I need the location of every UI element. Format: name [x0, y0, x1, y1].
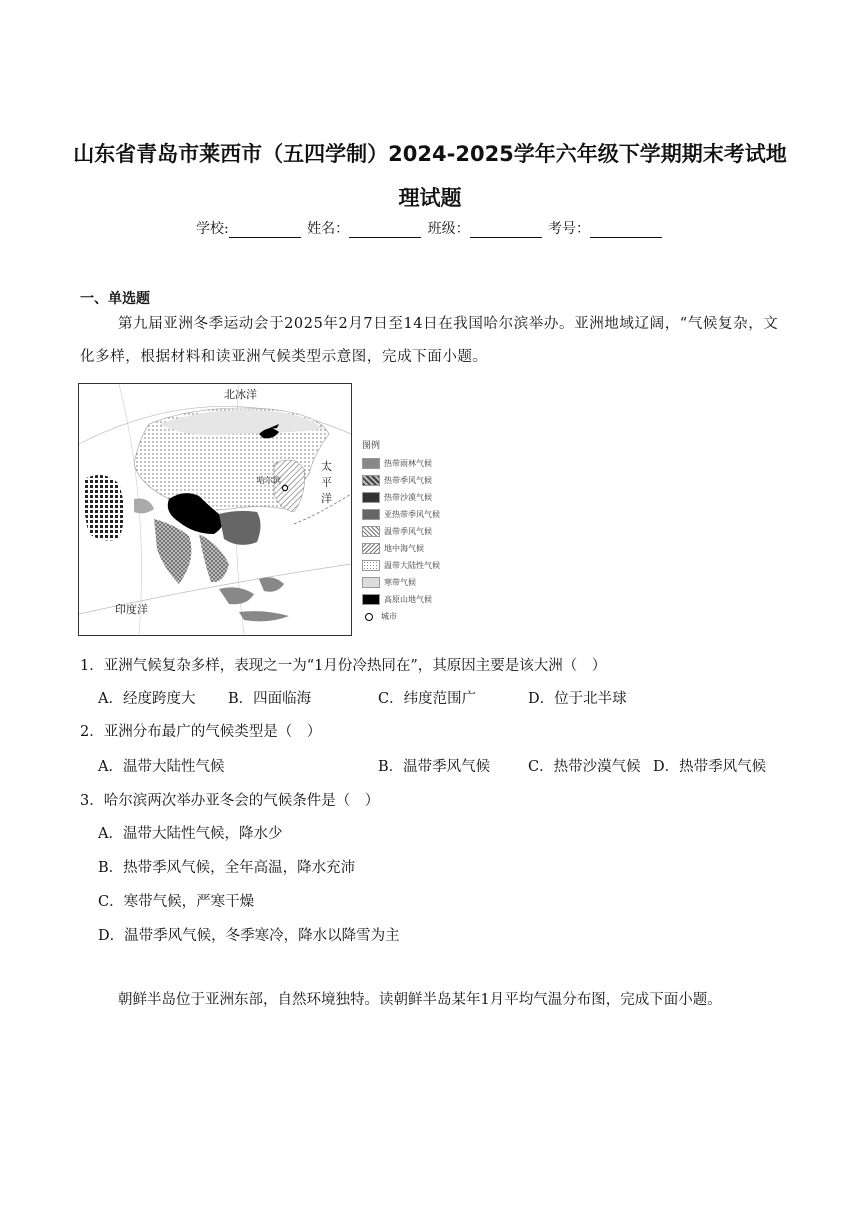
q2-option-a[interactable]: A．温带大陆性气候: [98, 759, 225, 775]
q2-option-c[interactable]: C．热带沙漠气候: [528, 759, 641, 775]
legend-item: 寒带气候: [362, 574, 440, 591]
legend-swatch: [362, 526, 380, 537]
q3-option-b[interactable]: B．热带季风气候，全年高温，降水充沛: [98, 860, 356, 876]
legend-swatch: [362, 475, 380, 486]
id-label: 考号：: [548, 221, 591, 237]
indian-ocean-label: 印度洋: [115, 603, 148, 616]
legend-swatch: [362, 509, 380, 520]
pacific-label-1: 太: [321, 460, 332, 473]
legend-swatch: [362, 492, 380, 503]
passage-2: 朝鲜半岛位于亚洲东部，自然环境独特。读朝鲜半岛某年1月平均气温分布图，完成下面小题。: [118, 992, 722, 1008]
class-blank[interactable]: [470, 223, 542, 238]
legend-item: 温带大陆性气候: [362, 557, 440, 574]
q1-option-b[interactable]: B．四面临海: [228, 691, 312, 707]
legend-item: 热带季风气候: [362, 472, 440, 489]
legend-item: 热带沙漠气候: [362, 489, 440, 506]
harbin-marker: [282, 485, 287, 490]
legend-item: 温带季风气候: [362, 523, 440, 540]
question-2-stem: 2．亚洲分布最广的气候类型是（ ）: [80, 724, 322, 740]
school-label: 学校:: [195, 221, 229, 237]
name-blank[interactable]: [349, 223, 421, 238]
q1-option-a[interactable]: A．经度跨度大: [98, 691, 196, 707]
legend-item: 地中海气候: [362, 540, 440, 557]
q3-option-d[interactable]: D．温带季风气候，冬季寒冷，降水以降雪为主: [98, 928, 400, 944]
asia-climate-map: [78, 383, 352, 636]
q2-option-d[interactable]: D．热带季风气候: [653, 759, 767, 775]
q1-option-d[interactable]: D．位于北半球: [528, 691, 627, 707]
legend-title: 图例: [362, 441, 381, 451]
section-heading: 一、单选题: [80, 291, 150, 307]
name-label: 姓名：: [307, 221, 350, 237]
legend-item: 城市: [362, 608, 440, 625]
q3-option-a[interactable]: A．温带大陆性气候，降水少: [98, 826, 283, 842]
legend-swatch: [362, 458, 380, 469]
legend-swatch: [362, 577, 380, 588]
exam-title-line1: 山东省青岛市莱西市（五四学制）2024-2025学年六年级下学期期末考试地: [73, 142, 787, 166]
city-label: 哈尔滨: [257, 476, 281, 485]
map-legend: [362, 438, 440, 625]
legend-swatch: [362, 594, 380, 605]
legend-item: 亚热带季风气候: [362, 506, 440, 523]
school-blank[interactable]: [229, 223, 301, 238]
climate-map-svg: [79, 384, 351, 635]
pacific-label-2: 平: [321, 476, 332, 489]
exam-title-line2: 理试题: [398, 186, 462, 210]
question-3-stem: 3．哈尔滨两次举办亚冬会的气候条件是（ ）: [80, 793, 380, 809]
q3-option-c[interactable]: C．寒带气候，严寒干燥: [98, 894, 255, 910]
desert-region: [84, 475, 124, 541]
legend-swatch: [362, 560, 380, 571]
q1-option-c[interactable]: C．纬度范围广: [378, 691, 477, 707]
legend-swatch: [362, 543, 380, 554]
id-blank[interactable]: [590, 223, 662, 238]
passage-1: 第九届亚洲冬季运动会于2025年2月7日至14日在我国哈尔滨举办。亚洲地域辽阔，“气候复杂，文化多样，根据材料和读亚洲气候类型示意图，完成下面小题。: [80, 316, 779, 365]
city-dot-icon: [365, 613, 373, 621]
legend-item: 高原山地气候: [362, 591, 440, 608]
legend-item: 热带雨林气候: [362, 455, 440, 472]
question-1-stem: 1．亚洲气候复杂多样，表现之一为“1月份冷热同在”，其原因主要是该大洲（ ）: [80, 658, 607, 674]
arctic-ocean-label: 北冰洋: [224, 388, 257, 401]
pacific-label-3: 洋: [321, 492, 332, 505]
class-label: 班级：: [427, 221, 470, 237]
q2-option-b[interactable]: B．温带季风气候: [378, 759, 491, 775]
student-info-row: [0, 218, 860, 238]
